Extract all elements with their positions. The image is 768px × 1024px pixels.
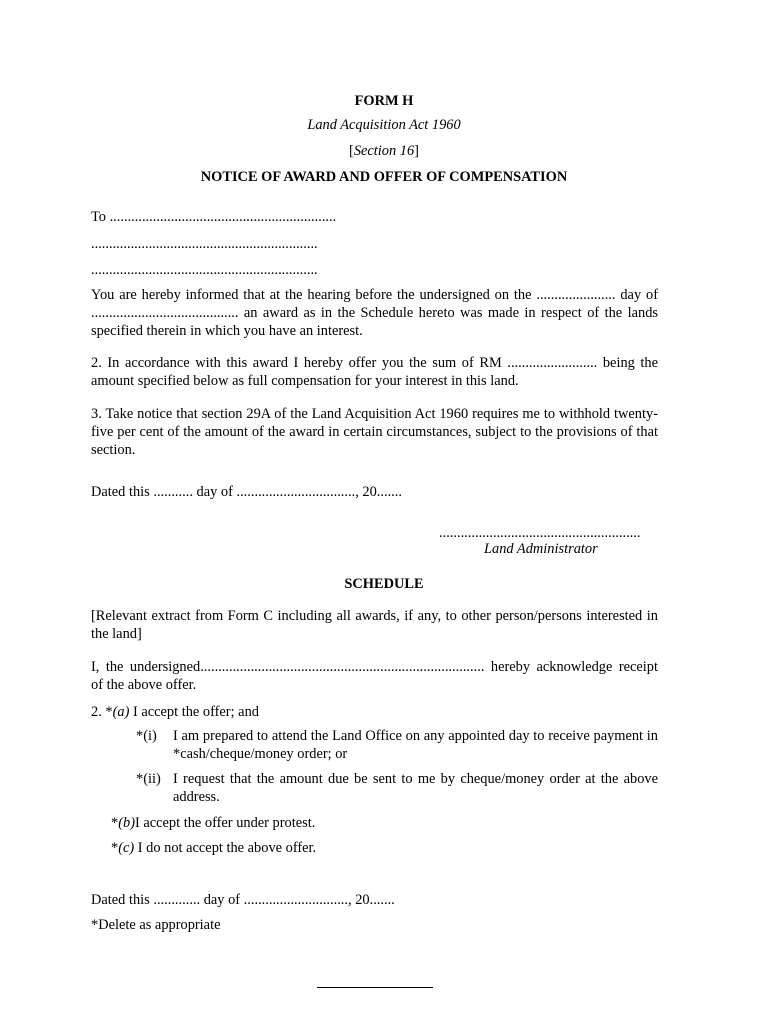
section-reference: [Section 16] bbox=[349, 143, 419, 159]
paragraph-1: You are hereby informed that at the hearing before the undersigned on the ...................... day of ......................................... an award as in the Schedule hereto was made in respect of the lands specified therein in which you have an interest. bbox=[91, 287, 658, 339]
form-title: FORM H bbox=[354, 93, 414, 109]
signature-title: Land Administrator bbox=[484, 541, 598, 557]
footer-rule bbox=[317, 987, 433, 988]
footnote: *Delete as appropriate bbox=[91, 917, 221, 933]
address-line-2: ............................................................... bbox=[91, 236, 318, 252]
paragraph-3: 3. Take notice that section 29A of the Land Acquisition Act 1960 requires me to withhold twenty-five per cent of the amount of the award in certain circumstances, subject to the provisions of that section. bbox=[91, 406, 658, 458]
item-2a-i-label: *(i) bbox=[136, 728, 157, 744]
item-2a-i-text: I am prepared to attend the Land Office on any appointed day to receive payment in *cash/cheque/money order; or bbox=[173, 728, 658, 762]
schedule-dated-line: Dated this ............. day of ............................., 20....... bbox=[91, 892, 395, 908]
address-to-line: To ............................................................... bbox=[91, 209, 337, 225]
acknowledge-paragraph: I, the undersigned............................................................................... hereby acknowledge receipt of the above offer. bbox=[91, 659, 658, 693]
address-line-3: ............................................................... bbox=[91, 262, 318, 278]
item-2c: *(c) I do not accept the above offer. bbox=[111, 840, 317, 856]
item-2b: *(b)I accept the offer under protest. bbox=[111, 815, 316, 831]
schedule-title: SCHEDULE bbox=[344, 576, 424, 592]
schedule-extract: [Relevant extract from Form C including all awards, if any, to other person/persons interested in the land] bbox=[91, 608, 658, 642]
notice-title: NOTICE OF AWARD AND OFFER OF COMPENSATION bbox=[200, 169, 568, 185]
signature-line: ........................................................ bbox=[439, 525, 641, 541]
act-name: Land Acquisition Act 1960 bbox=[307, 117, 461, 133]
item-2a: 2. *(a) I accept the offer; and bbox=[91, 704, 259, 720]
item-2a-ii-label: *(ii) bbox=[136, 771, 161, 787]
paragraph-2: 2. In accordance with this award I hereby offer you the sum of RM ......................... being the amount specified below as full compensation for your interest in this land. bbox=[91, 355, 658, 389]
item-2a-ii-text: I request that the amount due be sent to me by cheque/money order at the above address. bbox=[173, 771, 658, 805]
dated-line: Dated this ........... day of ................................., 20....... bbox=[91, 484, 402, 500]
